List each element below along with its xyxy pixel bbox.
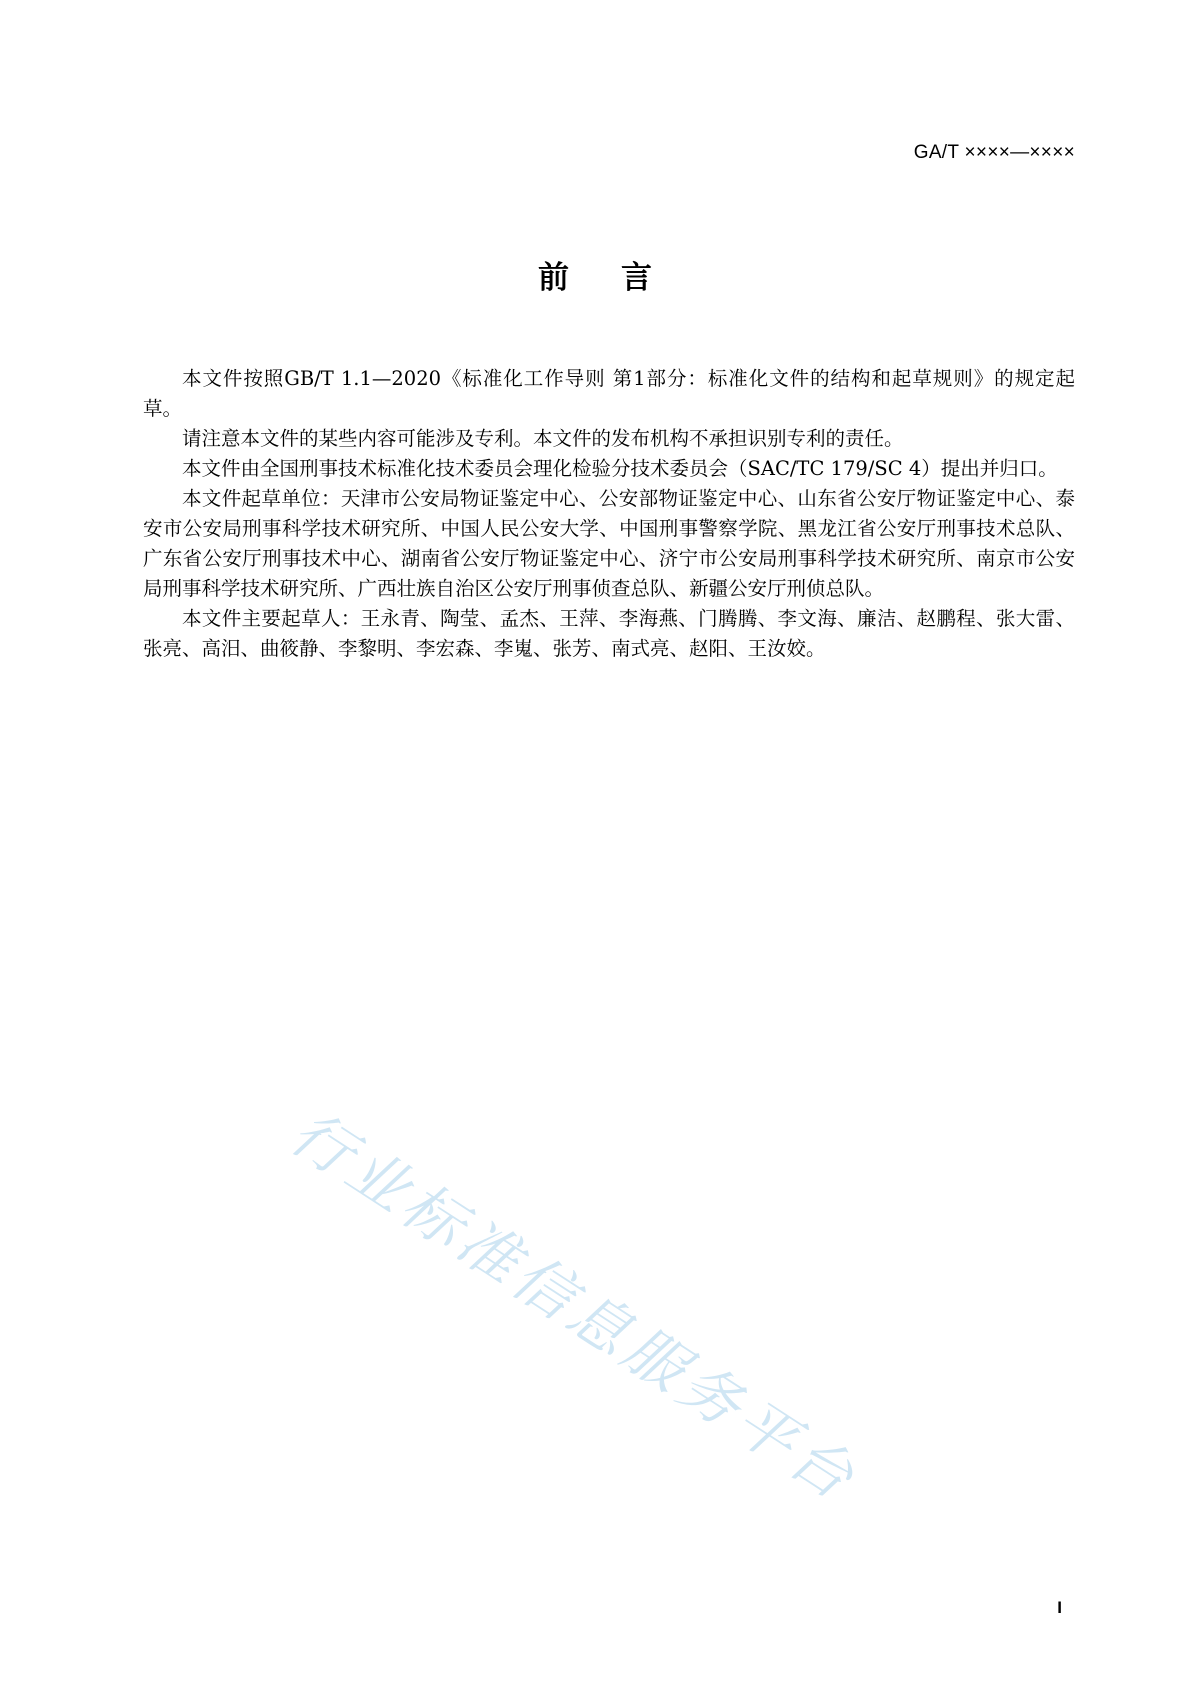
page-title: 前言	[538, 260, 704, 296]
watermark: 行业标准信息服务平台	[278, 1097, 870, 1517]
standard-code: GA/T ××××—××××	[913, 142, 1075, 163]
paragraph-drafters: 本文件主要起草人：王永青、陶莹、孟杰、王萍、李海燕、门腾腾、李文海、廉洁、赵鹏程、张大雷、张亮、高汨、曲筱静、李黎明、李宏森、李嵬、张芳、南式亮、赵阳、王汝姣。	[143, 607, 1075, 660]
paragraph-patent-notice: 请注意本文件的某些内容可能涉及专利。本文件的发布机构不承担识别专利的责任。	[182, 427, 904, 450]
foreword-body	[143, 364, 1075, 664]
paragraph-drafting-rules: 本文件按照GB/T 1.1—2020《标准化工作导则 第1部分：标准化文件的结构和起草规则》的规定起草。	[143, 367, 1075, 420]
paragraph-proposer: 本文件由全国刑事技术标准化技术委员会理化检验分技术委员会（SAC/TC 179/SC 4）提出并归口。	[182, 457, 1058, 480]
paragraph-drafting-units: 本文件起草单位：天津市公安局物证鉴定中心、公安部物证鉴定中心、山东省公安厅物证鉴定中心、泰安市公安局刑事科学技术研究所、中国人民公安大学、中国刑事警察学院、黑龙江省公安厅刑事技术总队、广东省公安厅刑事技术中心、湖南省公安厅物证鉴定中心、济宁市公安局刑事科学技术研究所、南京市公安局刑事科学技术研究所、广西壮族自治区公安厅刑事侦查总队、新疆公安厅刑侦总队。	[143, 487, 1075, 600]
page-number: I	[1057, 1598, 1062, 1617]
